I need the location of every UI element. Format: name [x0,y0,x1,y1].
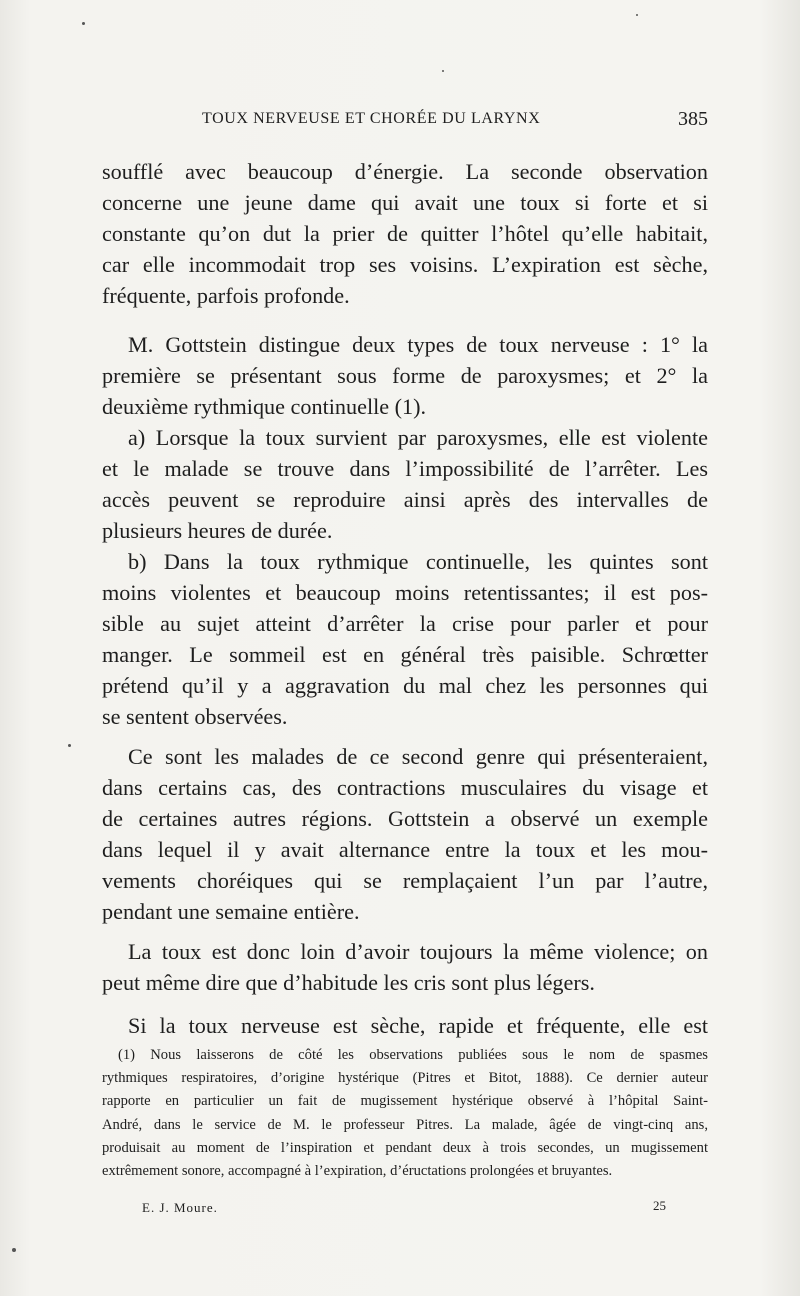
text-line: dans lequel il y avait alternance entre la toux et les mou- [102,837,708,862]
text-line: manger. Le sommeil est en général très paisible. Schrœtter [102,642,708,667]
text-line: prétend qu’il y a aggravation du mal chez les personnes qui [102,673,708,698]
text-line: et le malade se trouve dans l’impossibilité de l’arrêter. Les [102,456,708,481]
footnote-line: produisait au moment de l’inspiration et pendant deux à trois secondes, un mugissement [102,1139,708,1156]
text-line: se sentent observées. [102,704,288,729]
paper-speck [636,14,638,16]
page-number: 385 [678,108,708,130]
text-line: deuxième rythmique continuelle (1). [102,394,427,419]
footnote [102,1044,708,1183]
running-header [102,108,708,136]
footnote-line: rythmiques respiratoires, d’origine hystérique (Pitres et Bitot, 1888). Ce dernier auteur [102,1070,708,1087]
text-line: de certaines autres régions. Gottstein a observé un exemple [102,806,708,831]
text-line: car elle incommodait trop ses voisins. L’expiration est sèche, [102,252,708,277]
text-line: moins violentes et beaucoup moins retentissantes; il est pos- [102,580,708,605]
text-line: dans certains cas, des contractions musculaires du visage et [102,775,708,800]
main-text [102,156,708,1041]
text-line: Si la toux nerveuse est sèche, rapide et fréquente, elle est [128,1013,708,1038]
text-line: concerne une jeune dame qui avait une toux si forte et si [102,190,708,215]
text-line: La toux est donc loin d’avoir toujours la même violence; on [128,939,708,964]
text-line: peut même dire que d’habitude les cris sont plus légers. [102,970,595,995]
text-line: vements choréiques qui se remplaçaient l’un par l’autre, [102,868,708,893]
text-line: Ce sont les malades de ce second genre qui présenteraient, [128,744,708,769]
text-line: pendant une semaine entière. [102,899,360,924]
text-line: b) Dans la toux rythmique continuelle, les quintes sont [128,549,708,574]
footnote-line: (1) Nous laisserons de côté les observations publiées sous le nom de spasmes [118,1047,708,1063]
paper-speck [12,1248,16,1252]
paper-speck [68,744,71,747]
text-line: sible au sujet atteint d’arrêter la crise pour parler et pour [102,611,708,636]
text-line: a) Lorsque la toux survient par paroxysmes, elle est violente [128,425,708,450]
footnote-line: extrêmement sonore, accompagné à l’expiration, d’éructations prolongées et bruyantes. [102,1162,613,1179]
page-footer [102,1196,708,1220]
paper-speck [82,22,85,25]
text-line: plusieurs heures de durée. [102,518,333,543]
text-line: soufflé avec beaucoup d’énergie. La seconde observation [102,159,708,184]
text-line: M. Gottstein distingue deux types de toux nerveuse : 1° la [128,332,708,357]
running-title: TOUX NERVEUSE ET CHORÉE DU LARYNX [202,110,541,127]
text-line: première se présentant sous forme de paroxysmes; et 2° la [102,363,708,388]
footnote-line: rapporte en particulier un fait de mugissement hystérique observé à l’hôpital Saint- [102,1093,708,1110]
signature-author: E. J. Moure. [142,1200,218,1215]
signature-mark: 25 [653,1198,666,1213]
paper-speck [442,70,444,72]
text-line: constante qu’on dut la prier de quitter l’hôtel qu’elle habitait, [102,221,708,246]
text-line: fréquente, parfois profonde. [102,283,350,308]
text-line: accès peuvent se reproduire ainsi après des intervalles de [102,487,708,512]
footnote-line: André, dans le service de M. le professeur Pitres. La malade, âgée de vingt-cinq ans, [102,1116,708,1133]
